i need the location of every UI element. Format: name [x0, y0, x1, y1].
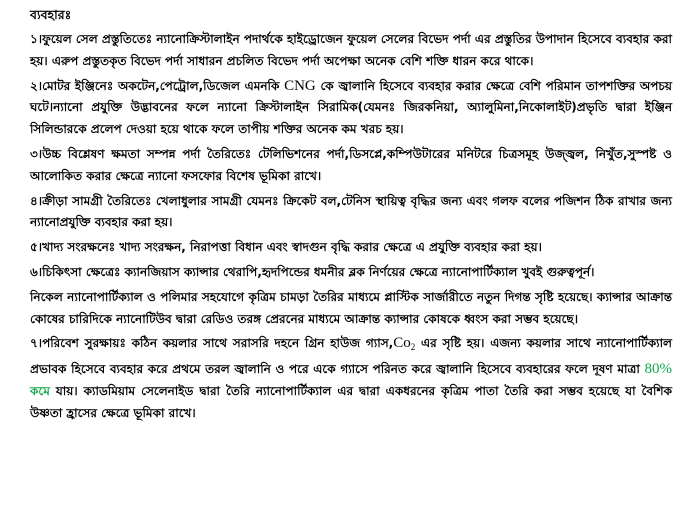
paragraph-environment-text-b: এর সৃষ্টি হয়। এজন্য কয়লার সাথে ন্যানোপার্টিক্যাল প্রভাবক হিসেবে ব্যবহার করে প্রথমে তরল জ্বালানি ও পরে একে গ্যাসে পরিনত করে জ্বালানি হিসেবে ব্যবহারের ফলে দূষণ মাত্রা [30, 336, 672, 377]
paragraph-motor-engine [30, 76, 672, 141]
percent-value: 80% [644, 361, 672, 378]
paragraph-sports: ৪।ক্রীড়া সামগ্রী তৈরিতেঃ খেলাধুলার সামগ্রী যেমনঃ ক্রিকেট বল,টেনিস স্থায়িত্ব বৃদ্ধির জন্য এবং গলফ বলের পজিশন ঠিক রাখার জন্য ন্যানোপ্রযুক্তি ব্যবহার করা হয়। [30, 193, 672, 230]
paragraph-food: ৫।খাদ্য সংরক্ষনেঃ খাদ্য সংরক্ষন, নিরাপত্তা বিধান এবং স্বাদগুন বৃদ্ধি করার ক্ষেত্রে এ প্রযুক্তি ব্যবহার করা হয়। [30, 240, 542, 255]
paragraph-medical: ৬।চিকিৎসা ক্ষেত্রেঃ ক্যানজিয়াস ক্যান্সার থেরাপি,হৃদপিন্ডের ধমনীর ব্লক নির্ণয়ের ক্ষেত্রে ন্যানোপার্টিক্যাল খুবই গুরুত্বপূর্ন। [30, 264, 595, 279]
co2-formula [393, 335, 415, 351]
reduction-word: কমে [30, 383, 50, 398]
paragraph-fuel-cell: ১।ফুয়েল সেল প্রস্তুতিতেঃ ন্যানোক্রিস্টালাইন পদার্থকে হাইড্রোজেন ফুয়েল সেলের বিভেদ পর্দা এর প্রস্তুতির উপাদান হিসেবে ব্যবহার করা হয়। এরুপ প্রস্তুতকৃত বিভেদ পর্দা সাধারন প্রচলিত বিভেদ পর্দা অপেক্ষা অনেক বেশি শক্তি ধারন করে থাকে। [30, 32, 672, 68]
paragraph-nickel: নিকেল ন্যানোপার্টিক্যাল ও পলিমার সহযোগে কৃত্রিম চামড়া তৈরির মাধ্যমে প্লাস্টিক সার্জারীতে নতুন দিগন্ত সৃষ্টি হয়েছে। ক্যান্সার আক্রান্ত কোষের চারিদিকে ন্যানোটিউব দ্বারা রেডিও তরঙ্গ প্রেরনের মাধ্যমে আক্রান্ত ক্যান্সার কোষকে ধ্বংস করা সম্ভব হয়েছে। [30, 289, 672, 326]
paragraph-environment [30, 333, 672, 424]
cng-text: CNG [284, 77, 316, 94]
paragraph-environment-text-a: ৭।পরিবেশ সুরক্ষায়ঃ কঠিন কয়লার সাথে সরাসরি দহনে গ্রিন হাউজ গ্যাস, [30, 336, 394, 351]
paragraph-environment-text-c: যায়। ক্যাডমিয়াম সেলেনাইড দ্বারা তৈরি ন্যানোপার্টিক্যাল এর দ্বারা একধরনের কৃত্রিম পাতা তৈরি করা সম্ভব হয়েছে যা বৈশিক উষ্ণতা হ্রাসের ক্ষেত্রে ভূমিকা রাখে। [30, 383, 672, 420]
subscript-two: 2 [410, 342, 416, 353]
paragraph-motor-engine-text-b: কে জ্বালানি হিসেবে ব্যবহার করার ক্ষেত্রে বেশি পরিমান তাপশক্তির অপচয় ঘটে।ন্যানো প্রযুক্তি উদ্ভাবনের ফলে ন্যানো ক্রিস্টালাইন সিরামিক(যেমনঃ জিরকনিয়া, অ্যালুমিনা,নিকোলাইট)প্রভৃতি দ্বারা ইঞ্জিন সিলিন্ডারকে প্রলেপ দেওয়া হয়ে থাকে ফলে তাপীয় শক্তির অনেক কম খরচ হয়। [30, 78, 672, 137]
paragraph-motor-engine-text-a: ২।মোটর ইঞ্জিনেঃ অকটেন,পেট্রোল,ডিজেল এমনকি [30, 78, 285, 93]
section-heading: ব্যবহারঃ [30, 7, 72, 22]
co-text: Co [393, 335, 411, 352]
paragraph-display: ৩।উচ্চ বিশ্লেষণ ক্ষমতা সম্পন্ন পর্দা তৈরিতেঃ টেলিভিশনের পর্দা,ডিসপ্লে,কম্পিউটারের মনিটরে চিত্রসমূহ উজ্জ্বল, নিখুঁত,সুস্পষ্ট ও আলোকিত করার ক্ষেত্রে ন্যানো ফসফোর বিশেষ ভূমিকা রাখে। [30, 146, 672, 183]
